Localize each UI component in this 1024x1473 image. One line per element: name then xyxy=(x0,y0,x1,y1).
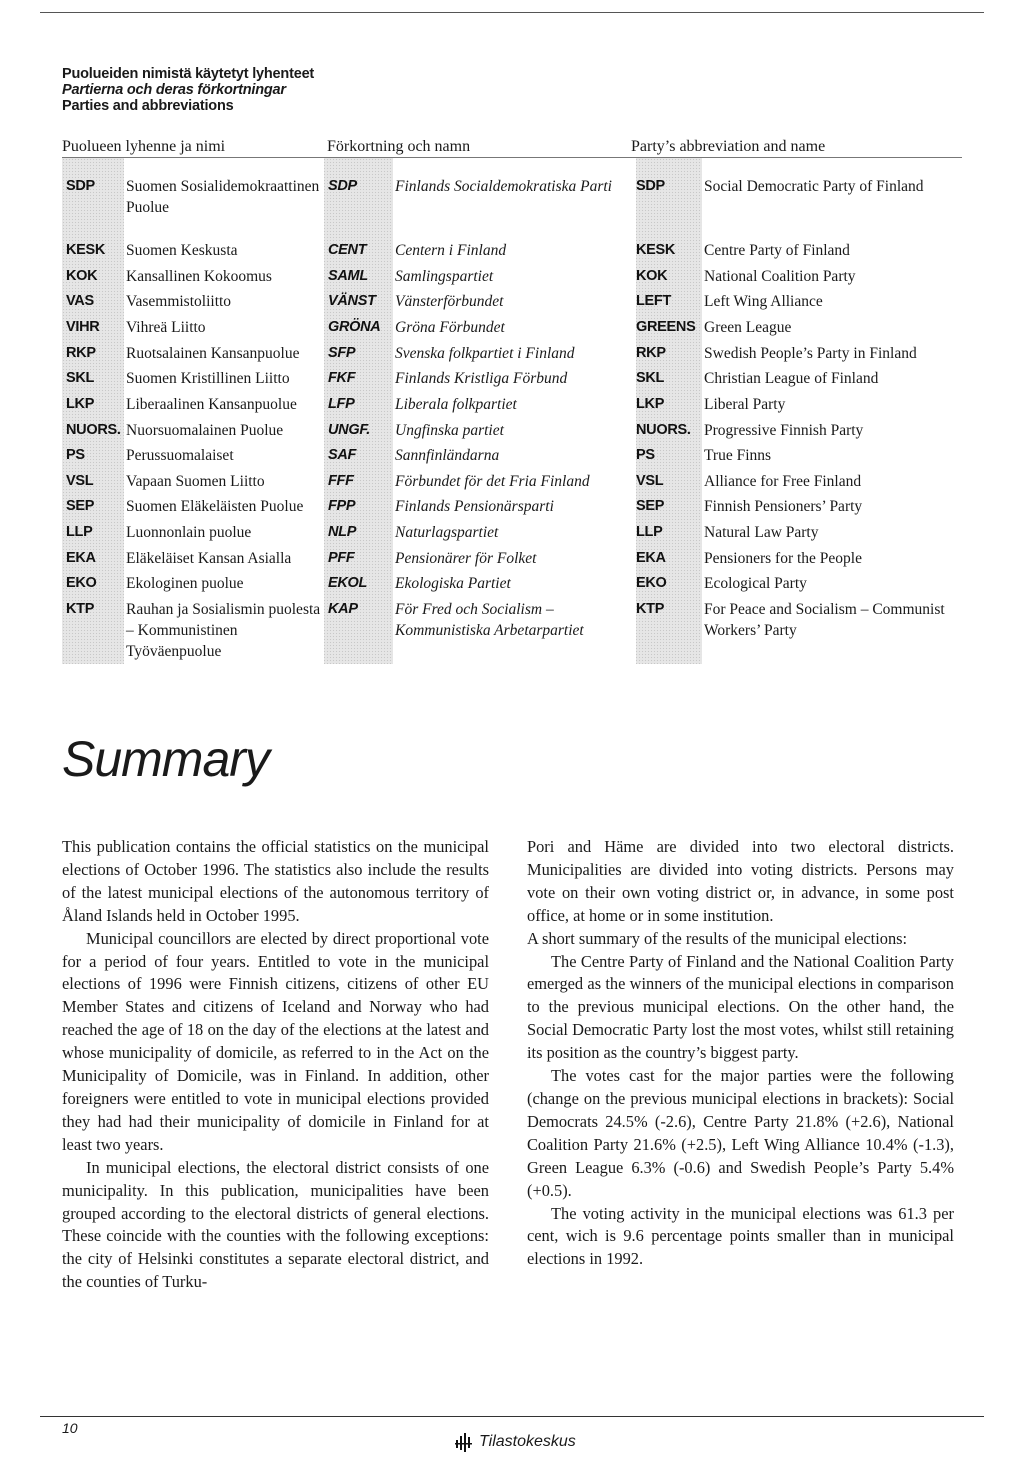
en-party-name: Green League xyxy=(704,319,792,336)
sv-party-name: Svenska folkpartiet i Finland xyxy=(395,345,575,362)
sv-party-name: För Fred och Socialism – Kommunistiska Arbetarpartiet xyxy=(395,601,584,639)
sv-abbreviation: CENT xyxy=(328,242,367,258)
fi-party-name: Suomen Kristillinen Liitto xyxy=(126,370,290,387)
en-abbreviation: SDP xyxy=(636,178,665,194)
statistics-finland-logo-icon xyxy=(455,1432,473,1452)
sv-party-name: Centern i Finland xyxy=(395,242,507,259)
summary-paragraph: The voting activity in the municipal elections was 61.3 per cent, wich is 9.6 percentage points smaller than in municipal elections in 1992. xyxy=(527,1203,954,1269)
summary-left-column xyxy=(62,836,489,1294)
fi-party-name: Kansallinen Kokoomus xyxy=(126,268,272,285)
sv-party-name: Gröna Förbundet xyxy=(395,319,505,336)
sv-abbreviation: PFF xyxy=(328,550,355,566)
fi-abbreviation: EKO xyxy=(66,575,97,591)
top-rule xyxy=(40,12,984,13)
summary-paragraph: Municipal councillors are elected by direct proportional vote for a period of four years. Entitled to vote in the municipal elections of 1996 were Finnish citizens, citizens of other EU Member States and citizens of Iceland and Norway who had reached the age of 18 on the day of the elections at the latest and whose municipality of domicile, as referred to in the Act on the Municipality of Domicile, was in Finland. In addition, other foreigners were entitled to vote in municipal elections provided they had had their municipality of domicile in Finland for at least two years. xyxy=(62,928,489,1154)
fi-abbreviation: VAS xyxy=(66,293,94,309)
en-abbreviation: GREENS xyxy=(636,319,696,335)
sv-abbreviation: KAP xyxy=(328,601,358,617)
en-abbreviation: EKA xyxy=(636,550,666,566)
fi-party-name: Suomen Keskusta xyxy=(126,242,238,259)
en-party-name: Swedish People’s Party in Finland xyxy=(704,345,917,362)
summary-paragraph: This publication contains the official statistics on the municipal elections of October 1996. The statistics also include the results of the latest municipal elections of the autonomous territory of Åland Islands held in October 1995. xyxy=(62,837,489,925)
sv-abbreviation: LFP xyxy=(328,396,355,412)
sv-party-name: Samlingspartiet xyxy=(395,268,494,285)
fi-abbreviation: SEP xyxy=(66,498,95,514)
sv-party-name: Vänsterförbundet xyxy=(395,293,504,310)
fi-abbreviation: RKP xyxy=(66,345,96,361)
party-abbreviation-table xyxy=(62,157,962,664)
fi-abbreviation: VSL xyxy=(66,473,94,489)
summary-paragraph: The Centre Party of Finland and the National Coalition Party emerged as the winners of the municipal elections in comparison to the previous municipal elections. On the other hand, the Social Democratic Party lost the most votes, whilst still retaining its position as the country’s biggest party. xyxy=(527,951,954,1063)
summary-paragraph: In municipal elections, the electoral district consists of one municipality. In this publication, municipalities have been grouped according to the electoral districts of general elections. These coincide with the counties with the following exceptions: the city of Helsinki constitutes a separate electoral district, and the counties of Turku- xyxy=(62,1157,489,1292)
fi-abbreviation: VIHR xyxy=(66,319,100,335)
fi-abbreviation: KESK xyxy=(66,242,106,258)
en-abbreviation: LEFT xyxy=(636,293,672,309)
en-abbreviation: KESK xyxy=(636,242,676,258)
fi-abbreviation: LKP xyxy=(66,396,95,412)
fi-party-name: Ekologinen puolue xyxy=(126,575,244,592)
sv-party-name: Finlands Kristliga Förbund xyxy=(395,370,568,387)
en-abbreviation: LLP xyxy=(636,524,663,540)
column-header-sv: Förkortning och namn xyxy=(327,138,471,155)
sv-party-name: Liberala folkpartiet xyxy=(395,396,517,413)
en-party-name: National Coalition Party xyxy=(704,268,856,285)
page-header xyxy=(62,66,314,114)
fi-party-name: Nuorsuomalainen Puolue xyxy=(126,422,284,439)
sv-abbreviation: SFP xyxy=(328,345,356,361)
brand-name: Tilastokeskus xyxy=(479,1433,576,1450)
sv-party-name: Ungfinska partiet xyxy=(395,422,504,439)
sv-abbreviation: SDP xyxy=(328,178,357,194)
fi-party-name: Liberaalinen Kansanpuolue xyxy=(126,396,297,413)
en-abbreviation: KOK xyxy=(636,268,668,284)
sv-party-name: Förbundet för det Fria Finland xyxy=(395,473,590,490)
sv-abbreviation: FPP xyxy=(328,498,356,514)
en-party-name: Christian League of Finland xyxy=(704,370,879,387)
en-abbreviation: LKP xyxy=(636,396,665,412)
summary-paragraph: The votes cast for the major parties were the following (change on the previous municipal elections in brackets): Social Democrats 24.5% (-2.6), Centre Party 21.8% (+2.6), National Coalition Party 21.6% (+2.5), Left Wing Alliance 10.4% (-1.3), Green League 6.3% (-0.6) and Swedish People’s Party 5.4% (+0.5). xyxy=(527,1066,954,1200)
fi-abbreviation: PS xyxy=(66,447,85,463)
fi-abbreviation: KOK xyxy=(66,268,98,284)
header-line-en: Parties and abbreviations xyxy=(62,98,234,114)
en-party-name: Centre Party of Finland xyxy=(704,242,850,259)
fi-party-name: Perussuomalaiset xyxy=(126,447,234,464)
fi-party-name: Vihreä Liitto xyxy=(126,319,206,336)
en-abbreviation: VSL xyxy=(636,473,664,489)
fi-party-name: Eläkeläiset Kansan Asialla xyxy=(126,550,292,567)
header-line-fi: Puolueiden nimistä käytetyt lyhenteet xyxy=(62,66,315,82)
sv-party-name: Naturlagspartiet xyxy=(395,524,499,541)
en-party-name: For Peace and Socialism – Communist Workers’ Party xyxy=(704,601,945,639)
en-abbreviation: SEP xyxy=(636,498,665,514)
column-header-fi: Puolueen lyhenne ja nimi xyxy=(62,138,226,155)
fi-abbreviation: SKL xyxy=(66,370,95,386)
fi-abbreviation: NUORS. xyxy=(66,422,121,438)
en-party-name: Pensioners for the People xyxy=(704,550,862,567)
fi-abbreviation: SDP xyxy=(66,178,95,194)
fi-abbreviation: KTP xyxy=(66,601,95,617)
fi-party-name: Vapaan Suomen Liitto xyxy=(126,473,265,490)
fi-party-name: Luonnonlain puolue xyxy=(126,524,252,541)
sv-party-name: Finlands Pensionärsparti xyxy=(395,498,554,515)
fi-party-name: Rauhan ja Sosialismin puolesta – Kommunistinen Työväenpuolue xyxy=(126,601,321,660)
sv-abbreviation: FKF xyxy=(328,370,356,386)
sv-abbreviation: EKOL xyxy=(328,575,368,591)
footer-rule xyxy=(40,1416,984,1417)
header-line-sv: Partierna och deras förkortningar xyxy=(62,82,286,98)
sv-abbreviation: FFF xyxy=(328,473,354,489)
sv-abbreviation: SAML xyxy=(328,268,368,284)
sv-party-name: Finlands Socialdemokratiska Parti xyxy=(395,178,612,195)
sv-party-name: Ekologiska Partiet xyxy=(395,575,511,592)
en-party-name: Ecological Party xyxy=(704,575,807,592)
summary-paragraph: A short summary of the results of the municipal elections: xyxy=(527,928,908,948)
summary-title: Summary xyxy=(62,731,269,787)
en-abbreviation: PS xyxy=(636,447,655,463)
sv-abbreviation: SAF xyxy=(328,447,357,463)
sv-abbreviation: GRÖNA xyxy=(328,319,381,335)
en-abbreviation: NUORS. xyxy=(636,422,691,438)
en-abbreviation: RKP xyxy=(636,345,666,361)
fi-party-name: Suomen Eläkeläisten Puolue xyxy=(126,498,304,515)
sv-party-name: Sannfinländarna xyxy=(395,447,500,464)
en-party-name: Alliance for Free Finland xyxy=(704,473,862,490)
en-party-name: Left Wing Alliance xyxy=(704,293,823,310)
summary-right-column xyxy=(527,836,954,1271)
en-party-name: Finnish Pensioners’ Party xyxy=(704,498,863,515)
en-abbreviation: KTP xyxy=(636,601,665,617)
page-number: 10 xyxy=(62,1420,78,1436)
fi-abbreviation: LLP xyxy=(66,524,93,540)
summary-paragraph: Pori and Häme are divided into two electoral districts. Municipalities are divided into voting districts. Persons may vote on their own voting district or, in advance, in some post office, at home or in some institution. xyxy=(527,837,954,925)
en-party-name: True Finns xyxy=(704,447,772,464)
fi-abbreviation: EKA xyxy=(66,550,96,566)
sv-abbreviation: NLP xyxy=(328,524,357,540)
en-abbreviation: EKO xyxy=(636,575,667,591)
fi-party-name: Ruotsalainen Kansanpuolue xyxy=(126,345,300,362)
sv-abbreviation: VÄNST xyxy=(328,293,376,309)
fi-party-name: Suomen Sosialidemokraattinen Puolue xyxy=(126,178,320,216)
fi-party-name: Vasemmistoliitto xyxy=(126,293,232,310)
en-abbreviation: SKL xyxy=(636,370,665,386)
en-party-name: Liberal Party xyxy=(704,396,786,413)
sv-party-name: Pensionärer för Folket xyxy=(395,550,537,567)
sv-abbreviation: UNGF. xyxy=(328,422,371,438)
publisher-brand xyxy=(455,1432,576,1452)
column-header-en: Party’s abbreviation and name xyxy=(631,138,826,155)
en-party-name: Progressive Finnish Party xyxy=(704,422,864,439)
en-party-name: Natural Law Party xyxy=(704,524,819,541)
en-party-name: Social Democratic Party of Finland xyxy=(704,178,924,195)
